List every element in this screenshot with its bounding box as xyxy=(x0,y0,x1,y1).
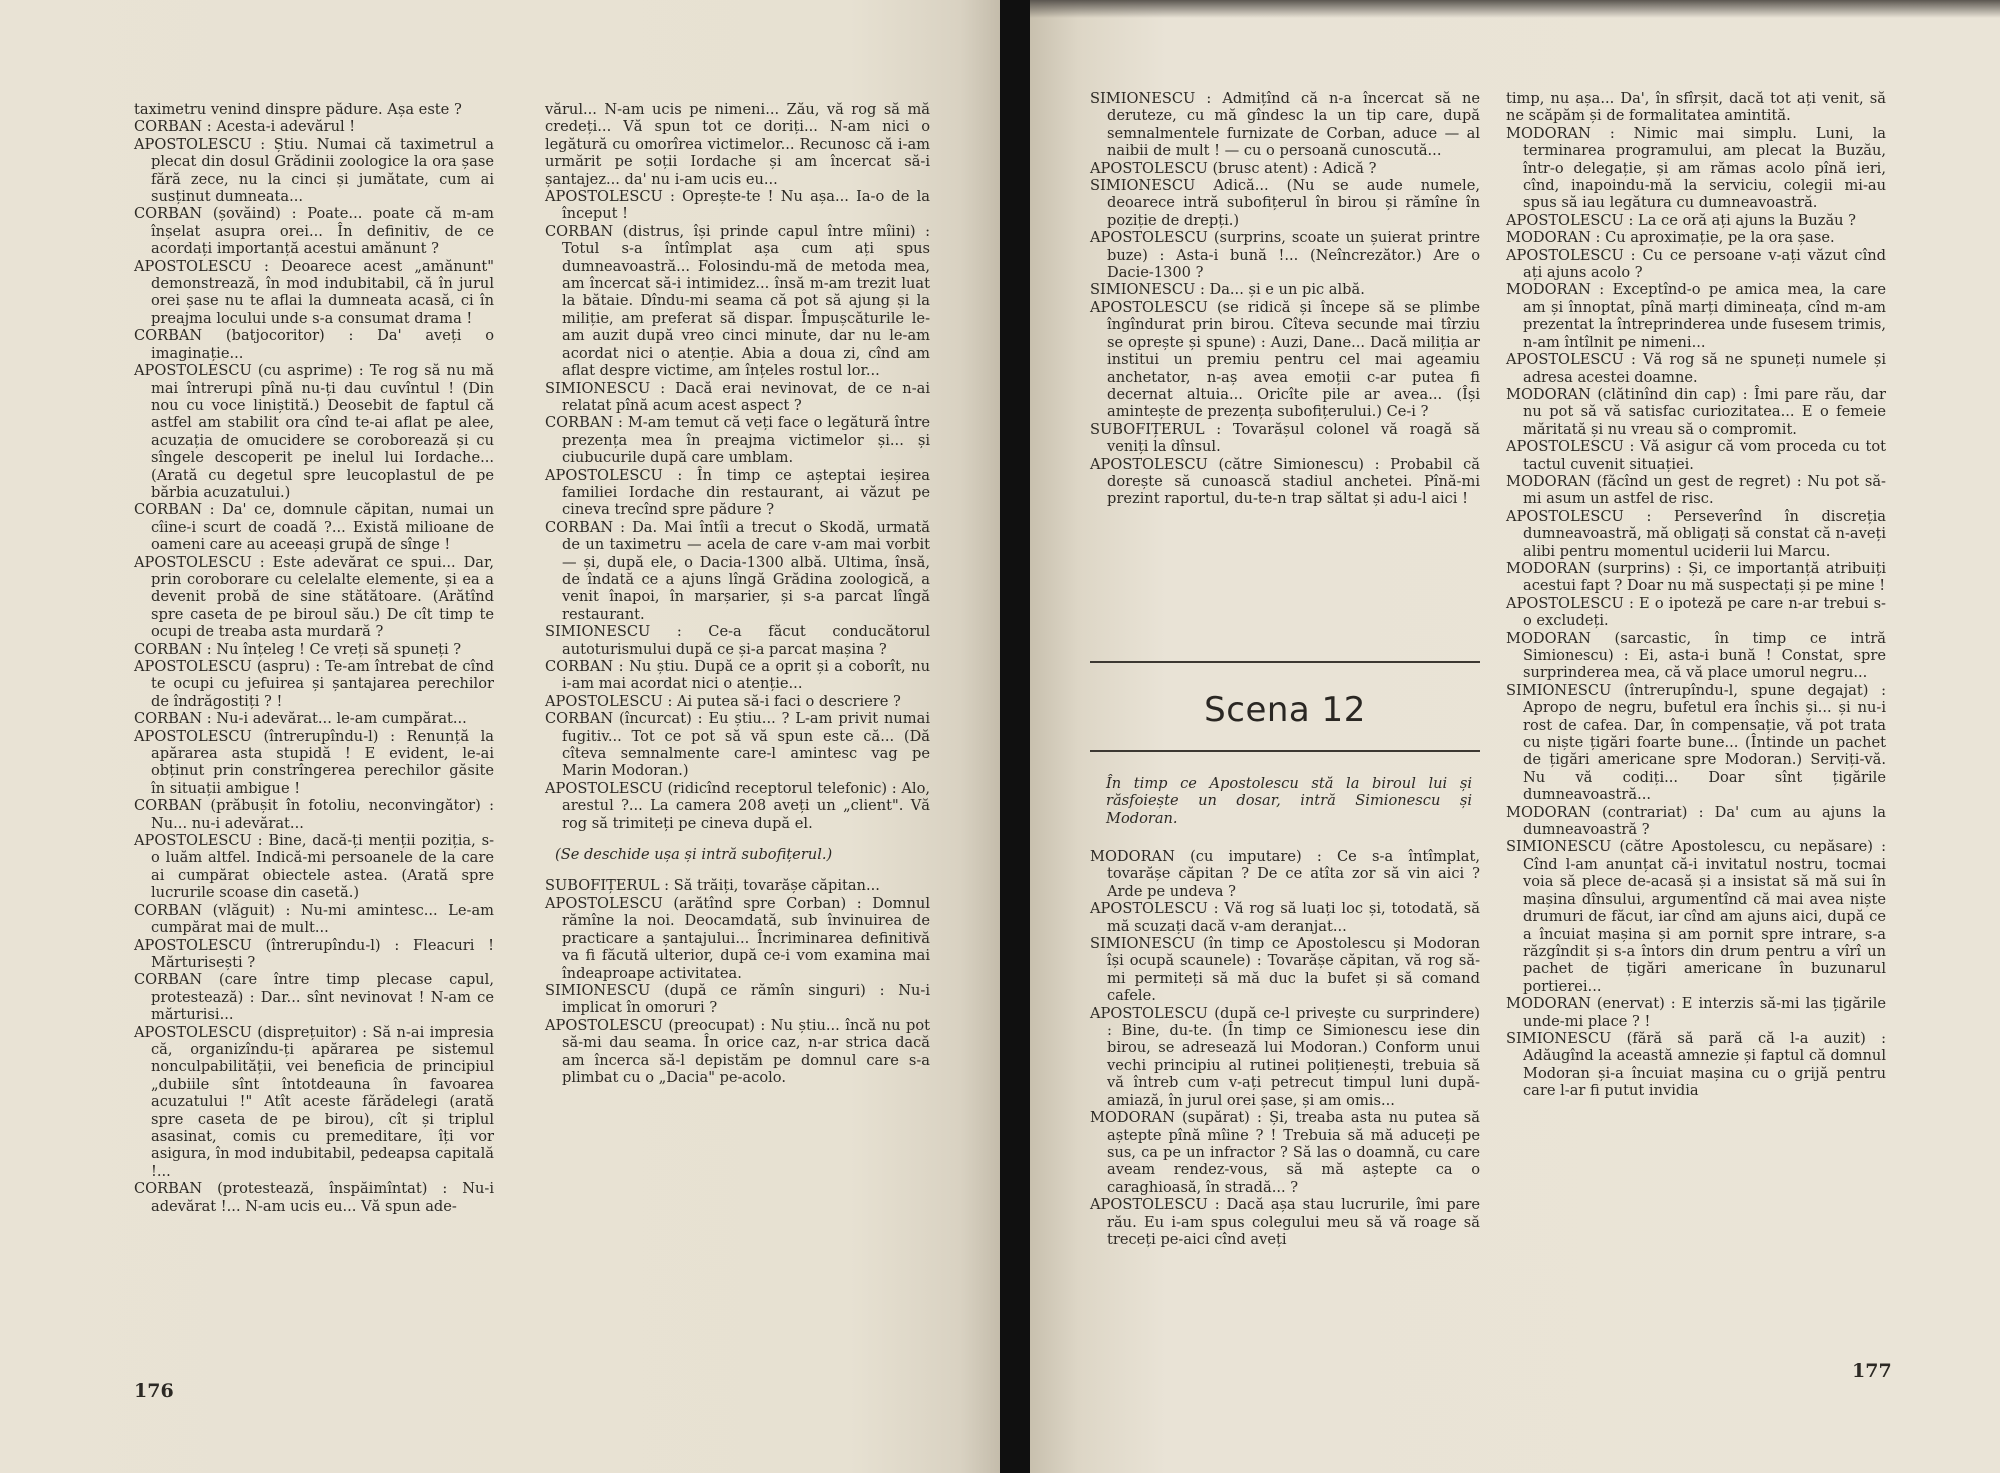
dialogue-line: CORBAN : Da. Mai întîi a trecut o Skodă, urmată de un taximetru — acela de care v-am mai vorbit — și, după ele, o Dacia-1300 albă. Ultima, însă, de îndată ce a ajuns lîngă Grădina zoologică, a venit înapoi, în marșarier, și s-a parcat lîngă restaurant. xyxy=(545,518,930,623)
dialogue-line: APOSTOLESCU : Este adevărat ce spui... Dar, prin coroborare cu celelalte elemente, și ea a devenit probă de sine stătătoare. (Arătînd spre caseta de pe biroul său.) De cît timp te ocupi de treaba asta murdară ? xyxy=(134,553,494,641)
dialogue-line: SUBOFIȚERUL : Să trăiți, tovarășe căpitan... xyxy=(545,877,880,895)
dialogue-line: APOSTOLESCU (disprețuitor) : Să n-ai impresia că, organizîndu-ți apărarea pe sistemul nonculpabilității, vei beneficia de principiul „dubiile sînt întotdeauna în favoarea acuzatului !" Atît aceste fărădelegi (arată spre caseta de pe birou), cît și triplul asasinat, comis cu premeditare, îți vor asigura, în mod indubitabil, pedeapsa capitală !... xyxy=(134,1023,494,1180)
dialogue-line: SIMIONESCU : Dacă erai nevinovat, de ce n-ai relatat pînă acum acest aspect ? xyxy=(545,379,930,414)
dialogue-line: SIMIONESCU (întrerupîndu-l, spune degajat) : Apropo de negru, bufetul era închis și... și nu-i rost de cafea. Dar, în compensație, vă pot trata cu niște țigări foarte bune... (Întinde un pachet de țigări americane spre Modoran.) Serviți-vă. Nu vă codiți... Doar sînt țigările dumneavoastră... xyxy=(1506,681,1886,804)
dialogue-line: SIMIONESCU (fără să pară că l-a auzit) : Adăugînd la această amnezie și faptul că domnul Modoran și-a încuiat mașina cu o grijă pentru care l-ar fi putut invidia xyxy=(1506,1029,1886,1100)
dialogue-line: SIMIONESCU : Ce-a făcut conducătorul autoturismului după ce și-a parcat mașina ? xyxy=(545,623,930,658)
dialogue-line: APOSTOLESCU : Deoarece acest „amănunt" demonstrează, în mod indubitabil, că în jurul orei șase nu te aflai la dumneata acasă, ci în preajma locului unde s-a consumat drama ! xyxy=(134,257,494,327)
dialogue-line: APOSTOLESCU : În timp ce așteptai ieșirea familiei Iordache din restaurant, ai văzut pe cineva trecînd spre pădure ? xyxy=(545,466,930,519)
dialogue-line: SIMIONESCU (după ce rămîn singuri) : Nu-i implicat în omoruri ? xyxy=(545,981,930,1017)
scene-divider-top xyxy=(1090,661,1480,663)
book-gutter xyxy=(1000,0,1030,1473)
right-page-column-1-bottom xyxy=(1090,848,1480,1248)
dialogue-line: MODORAN : Nimic mai simplu. Luni, la terminarea programului, am plecat la Buzău, într-o delegație, și am rămas acolo pînă ieri, cînd, inapoindu-mă la serviciu, colegii mi-au spus să iau legătura cu dumneavoastră. xyxy=(1506,124,1886,212)
dialogue-line: APOSTOLESCU : Știu. Numai că taximetrul a plecat din dosul Grădinii zoologice la ora șase fără zece, nu la cinci și jumătate, cum ai susținut dumneata... xyxy=(134,135,494,206)
dialogue-line: CORBAN (prăbușit în fotoliu, neconvingător) : Nu... nu-i adevărat... xyxy=(134,797,494,832)
dialogue-line: APOSTOLESCU (aspru) : Te-am întrebat de cînd te ocupi cu jefuirea și șantajarea perechilor de îndrăgostiți ? ! xyxy=(134,658,494,710)
dialogue-line: CORBAN (șovăind) : Poate... poate că m-am înșelat asupra orei... În definitiv, de ce acordați importanță acestui amănunt ? xyxy=(134,205,494,258)
dialogue-line: APOSTOLESCU (întrerupîndu-l) : Fleacuri ! Mărturisești ? xyxy=(134,936,494,971)
dialogue-line: MODORAN : Cu aproximație, pe la ora șase. xyxy=(1506,229,1835,247)
dialogue-line: CORBAN : Acesta-i adevărul ! xyxy=(134,118,356,136)
dialogue-line: MODORAN (enervat) : E interzis să-mi las țigările unde-mi place ? ! xyxy=(1506,995,1886,1030)
dialogue-line: APOSTOLESCU : Dacă așa stau lucrurile, îmi pare rău. Eu i-am spus colegului meu să vă roage să treceți pe-aici cînd aveți xyxy=(1090,1196,1480,1248)
dialogue-line: CORBAN (batjocoritor) : Da' aveți o imaginație... xyxy=(134,327,494,362)
dialogue-line: APOSTOLESCU : Cu ce persoane v-ați văzut cînd ați ajuns acolo ? xyxy=(1506,246,1886,282)
dialogue-line: MODORAN (făcînd un gest de regret) : Nu pot să-mi asum un astfel de risc. xyxy=(1506,472,1886,508)
page-shadow xyxy=(1030,0,2000,18)
dialogue-line: SIMIONESCU Adică... (Nu se aude numele, deoarece intră subofițerul în birou și rămîne în poziție de drepți.) xyxy=(1090,177,1480,229)
dialogue-line: APOSTOLESCU (după ce-l privește cu surprindere) : Bine, du-te. (În timp ce Simionescu iese din birou, se adresează lui Modoran.) Conform unui vechi principiu al rutinei polițienești, trebuia să vă întreb cum v-ați petrecut timpul luni după-amiază, în jurul orei șase, și am omis... xyxy=(1090,1004,1480,1109)
dialogue-line: APOSTOLESCU (arătînd spre Corban) : Domnul rămîne la noi. Deocamdată, sub învinuirea de practicare a șantajului... Încriminarea definitivă va fi făcută ulterior, după ce-i vom examina mai îndeaproape activitatea. xyxy=(545,894,930,982)
stage-direction: (Se deschide ușa și intră subofițerul.) xyxy=(555,846,833,864)
dialogue-line: MODORAN : Exceptînd-o pe amica mea, la care am și înnoptat, pînă marți dimineața, cînd m-am prezentat la întreprinderea unde fusesem trimis, n-am întîlnit pe nimeni... xyxy=(1506,281,1886,351)
dialogue-line: APOSTOLESCU : Vă rog să ne spuneți numele și adresa acestei doamne. xyxy=(1506,351,1886,386)
dialogue-line: taximetru venind dinspre pădure. Așa este ? xyxy=(134,101,462,118)
dialogue-line: APOSTOLESCU : Oprește-te ! Nu așa... Ia-o de la început ! xyxy=(545,188,930,223)
dialogue-line: APOSTOLESCU (către Simionescu) : Probabil că dorește să cunoască stadiul anchetei. Pînă-mi prezint raportul, du-te-n trap săltat și adu-l aici ! xyxy=(1090,455,1480,508)
scene-heading: Scena 12 xyxy=(1204,690,1366,730)
scene-divider-bottom xyxy=(1090,750,1480,752)
right-page-column-1-top xyxy=(1090,90,1480,508)
dialogue-line: APOSTOLESCU (întrerupîndu-l) : Renunță la apărarea asta stupidă ! E evident, le-ai obținut prin constrîngerea perechilor găsite în situații ambigue ! xyxy=(134,727,494,797)
page-number-left: 176 xyxy=(134,1380,174,1402)
dialogue-line: SIMIONESCU (în timp ce Apostolescu și Modoran își ocupă scaunele) : Tovarășe căpitan, vă rog să-mi permiteți să mă duc la bufet și să comand cafele. xyxy=(1090,935,1480,1005)
dialogue-line: APOSTOLESCU : Vă asigur că vom proceda cu tot tactul cuvenit situației. xyxy=(1506,438,1886,473)
dialogue-line: MODORAN (cu imputare) : Ce s-a întîmplat, tovarășe căpitan ? De ce atîta zor să vin aici ? Arde pe undeva ? xyxy=(1090,848,1480,900)
dialogue-line: vărul... N-am ucis pe nimeni... Zău, vă rog să mă credeți... Vă spun tot ce doriți... N-am nici o legătură cu omorîrea victimelor... Recunosc că i-am urmărit pe soții Iordache și am încercat să-i șantajez... da' nu i-am ucis eu... xyxy=(545,101,930,188)
dialogue-line: CORBAN : Da' ce, domnule căpitan, numai un cîine-i scurt de coadă ?... Există milioane de oameni care au aceeași grupă de sînge ! xyxy=(134,501,494,554)
dialogue-line: APOSTOLESCU (se ridică și începe să se plimbe îngîndurat prin birou. Cîteva secunde mai tîrziu se oprește și spune) : Auzi, Dane... Dacă miliția ar institui un premiu pentru cel mai ageamiu anchetator, n-aș avea emoții c-ar putea fi decernat altuia... Oricîte pile ar avea... (Își amintește de prezența subofițerului.) Ce-i ? xyxy=(1090,298,1480,421)
dialogue-line: APOSTOLESCU : Ai putea să-i faci o descriere ? xyxy=(545,692,901,710)
left-page-column-2 xyxy=(545,101,930,1086)
dialogue-line: timp, nu așa... Da', în sfîrșit, dacă tot ați venit, să ne scăpăm și de formalitatea amintită. xyxy=(1506,90,1886,125)
left-page-column-1 xyxy=(134,101,494,1215)
page-number-right: 177 xyxy=(1852,1360,1892,1382)
dialogue-line: CORBAN (distrus, își prinde capul între mîini) : Totul s-a întîmplat așa cum ați spus dumneavoastră... Folosindu-mă de metoda mea, am încercat să-i intimidez... însă m-am trezit luat la bătaie. Dîndu-mi seama că pot să ajung și la miliție, am preferat să dispar. Împușcăturile le-am auzit după vreo cinci minute, dar nu le-am acordat nici o atenție. Abia a doua zi, cînd am aflat despre victime, am înțeles rostul lor... xyxy=(545,222,930,380)
dialogue-line: CORBAN (încurcat) : Eu știu... ? L-am privit numai fugitiv... Tot ce pot să vă spun este că... (Dă cîteva semnalmente care-l amintesc vag pe Marin Modoran.) xyxy=(545,710,930,780)
dialogue-line: APOSTOLESCU : La ce oră ați ajuns la Buzău ? xyxy=(1506,211,1857,229)
dialogue-line: APOSTOLESCU (ridicînd receptorul telefonic) : Alo, arestul ?... La camera 208 aveți un „client". Vă rog să trimiteți pe cineva după el. xyxy=(545,779,930,832)
dialogue-line: APOSTOLESCU : Vă rog să luați loc și, totodată, să mă scuzați dacă v-am deranjat... xyxy=(1090,900,1480,935)
dialogue-line: SIMIONESCU : Da... și e un pic albă. xyxy=(1090,281,1365,299)
dialogue-line: CORBAN : Nu-i adevărat... le-am cumpărat... xyxy=(134,710,467,728)
dialogue-line: SUBOFIȚERUL : Tovarășul colonel vă roagă să veniți la dînsul. xyxy=(1090,420,1480,456)
dialogue-line: SIMIONESCU : Admițînd că n-a încercat să ne deruteze, cu mă gîndesc la un tip care, după semnalmentele furnizate de Corban, aduce — al naibii de mult ! — cu o persoană cunoscută... xyxy=(1090,90,1480,160)
dialogue-line: MODORAN (surprins) : Și, ce importanță atribuiți acestui fapt ? Doar nu mă suspectați și pe mine ! xyxy=(1506,559,1886,595)
dialogue-line: MODORAN (sarcastic, în timp ce intră Simionescu) : Ei, asta-i bună ! Constat, spre surprinderea mea, că vă place umorul negru... xyxy=(1506,629,1886,682)
dialogue-line: APOSTOLESCU (brusc atent) : Adică ? xyxy=(1090,159,1377,177)
dialogue-line: CORBAN (care între timp plecase capul, protestează) : Dar... sînt nevinovat ! N-am ce mărturisi... xyxy=(134,971,494,1024)
dialogue-line: APOSTOLESCU : E o ipoteză pe care n-ar trebui s-o excludeți. xyxy=(1506,594,1886,630)
scene-intro-direction: În timp ce Apostolescu stă la biroul lui și răsfoiește un dosar, intră Simionescu și Modoran. xyxy=(1106,775,1472,827)
dialogue-line: MODORAN (clătinînd din cap) : Îmi pare rău, dar nu pot să vă satisfac curiozitatea... E o femeie măritată și nu vreau să o compromit. xyxy=(1506,385,1886,438)
dialogue-line: APOSTOLESCU : Bine, dacă-ți menții poziția, s-o luăm altfel. Indică-mi persoanele de la care ai cumpărat obiectele astea. (Arată spre lucrurile scoase din casetă.) xyxy=(134,832,494,902)
dialogue-line: APOSTOLESCU (surprins, scoate un șuierat printre buze) : Asta-i bună !... (Neîncrezător.) Are o Dacie-1300 ? xyxy=(1090,229,1480,282)
right-page-column-2 xyxy=(1506,90,1886,1100)
dialogue-line: APOSTOLESCU (preocupat) : Nu știu... încă nu pot să-mi dau seama. În orice caz, n-ar strica dacă am încerca să-l depistăm pe domnul care s-a plimbat cu o „Dacia" pe-acolo. xyxy=(545,1016,930,1086)
dialogue-line: CORBAN (vlăguit) : Nu-mi amintesc... Le-am cumpărat mai de mult... xyxy=(134,901,494,937)
dialogue-line: CORBAN : Nu înțeleg ! Ce vreți să spuneți ? xyxy=(134,640,462,658)
dialogue-line: CORBAN : Nu știu. După ce a oprit și a coborît, nu i-am mai acordat nici o atenție... xyxy=(545,658,930,693)
dialogue-line: APOSTOLESCU : Perseverînd în discreția dumneavoastră, mă obligați să constat că n-aveți alibi pentru momentul uciderii lui Marcu. xyxy=(1506,507,1886,560)
dialogue-line: CORBAN (protestează, înspăimîntat) : Nu-i adevărat !... N-am ucis eu... Vă spun ade- xyxy=(134,1180,494,1215)
dialogue-line: MODORAN (supărat) : Și, treaba asta nu putea să aștepte pînă mîine ? ! Trebuia să mă aduceți pe sus, ca pe un infractor ? Să las o doamnă, cu care aveam rendez-vous, să mă aștepte ca o caraghioasă, în stradă... ? xyxy=(1090,1109,1480,1196)
dialogue-line: APOSTOLESCU (cu asprime) : Te rog să nu mă mai întrerupi pînă nu-ți dau cuvîntul ! (Din nou cu voce liniștită.) Deosebit de faptul că astfel am stabilit ora cînd te-ai aflat pe alee, acuzația de omucidere se coroborează și cu sîngele descoperit pe inelul lui Iordache... (Arată cu degetul spre leucoplastul de pe bărbia acuzatului.) xyxy=(134,362,494,501)
dialogue-line: MODORAN (contrariat) : Da' cum au ajuns la dumneavoastră ? xyxy=(1506,803,1886,839)
dialogue-line: SIMIONESCU (către Apostolescu, cu nepăsare) : Cînd l-am anunțat că-i invitatul nostru, tocmai voia să plece de-acasă și a insistat să mă sui în mașina dînsului, argumentînd că mai avea niște drumuri de făcut, iar cînd am ajuns aici, după ce a încuiat mașina și am pornit spre intrare, s-a răzgîndit și s-a întors din drum pentru a vîrî un pachet de țigări americane în buzunarul portierei... xyxy=(1506,838,1886,995)
dialogue-line: CORBAN : M-am temut că veți face o legătură între prezența mea în preajma victimelor și... și ciubucurile după care umblam. xyxy=(545,414,930,467)
